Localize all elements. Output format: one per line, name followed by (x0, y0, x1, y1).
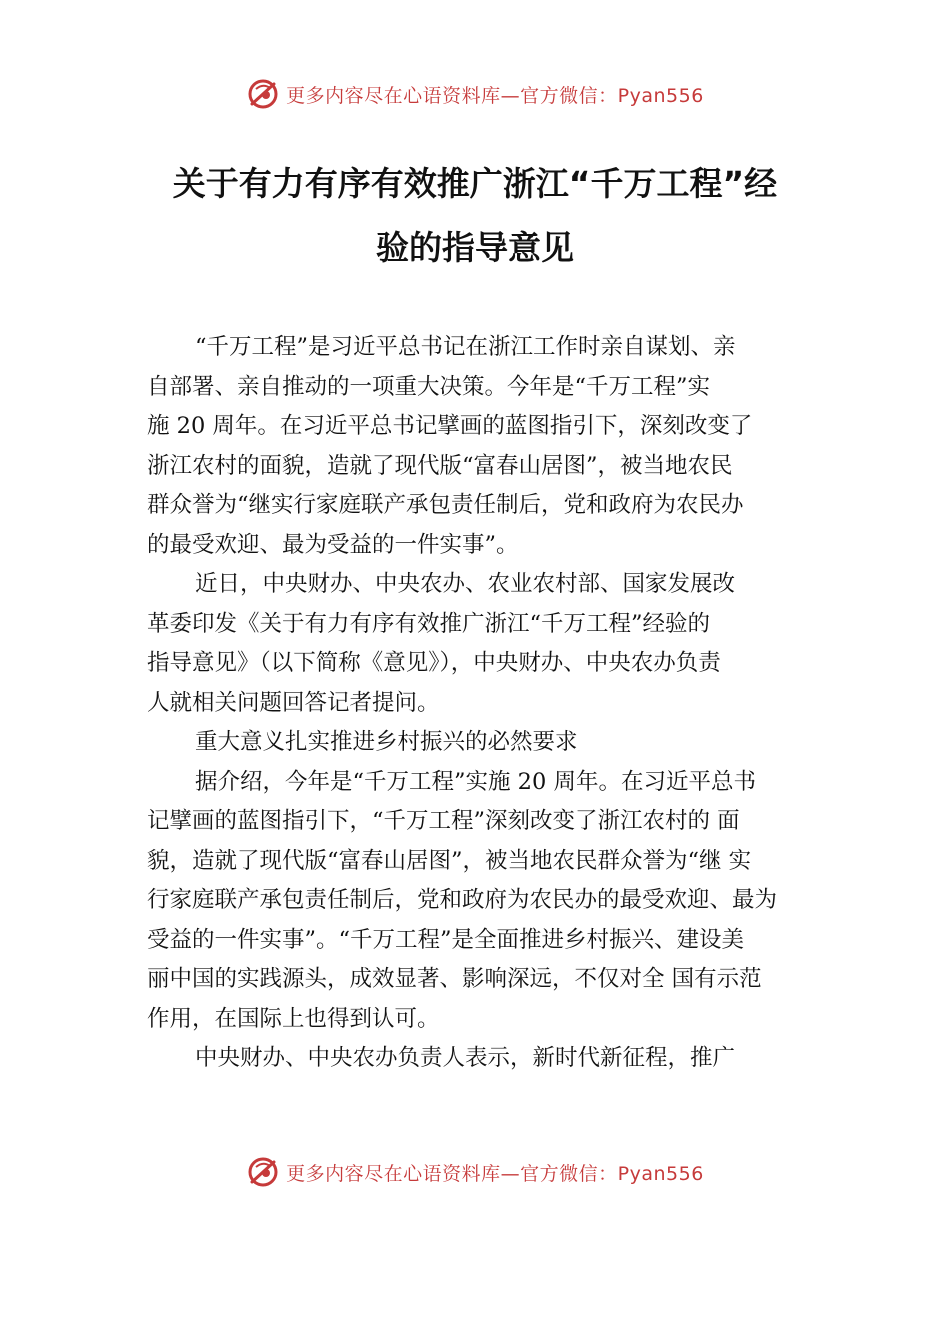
body-line: 受益的一件实事”。“千万工程”是全面推进乡村振兴、建设美 (147, 926, 745, 953)
header-watermark-banner (0, 72, 950, 116)
body-line: 施 20 周年。在习近平总书记擘画的蓝图指引下，深刻改变了 (147, 413, 753, 439)
body-line: “千万工程”是习近平总书记在浙江工作时亲自谋划、亲 (195, 334, 736, 360)
body-line: 据介绍，今年是“千万工程”实施 20 周年。在习近平总书 (195, 768, 756, 795)
document-title (120, 152, 830, 280)
section-heading: 重大意义扎实推进乡村振兴的必然要求 (195, 729, 578, 755)
body-line: 的最受欢迎、最为受益的一件实事”。 (147, 531, 519, 558)
body-line: 中央财办、中央农办负责人表示，新时代新征程，推广 (195, 1045, 736, 1071)
body-line: 行家庭联产承包责任制后，党和政府为农民办的最受欢迎、最为 (147, 887, 778, 913)
body-line: 浙江农村的面貌，造就了现代版“富春山居图”，被当地农民 (147, 452, 733, 479)
body-line: 近日，中央财办、中央农办、农业农村部、国家发展改 (195, 571, 736, 597)
brand-logo-icon (246, 77, 280, 111)
brand-logo-icon (246, 1155, 280, 1189)
document-body (147, 328, 830, 1079)
title-line: 关于有力有序有效推广浙江“千万工程”经 (172, 164, 778, 203)
banner-text: 更多内容尽在心语资料库—官方微信：Pyan556 (286, 84, 704, 107)
title-line: 验的指导意见 (376, 228, 574, 267)
body-line: 记擘画的蓝图指引下，“千万工程”深刻改变了浙江农村的 面 (147, 808, 740, 834)
footer-watermark-banner (0, 1150, 950, 1194)
body-line: 自部署、亲自推动的一项重大决策。今年是“千万工程”实 (147, 373, 711, 400)
banner-text: 更多内容尽在心语资料库—官方微信：Pyan556 (286, 1162, 704, 1185)
body-line: 人就相关问题回答记者提问。 (147, 689, 440, 716)
body-line: 革委印发《关于有力有序有效推广浙江“千万工程”经验的 (147, 610, 711, 637)
body-line: 指导意见》（以下简称《意见》），中央财办、中央农办负责 (147, 650, 721, 676)
body-line: 作用，在国际上也得到认可。 (147, 1005, 440, 1032)
body-line: 貌，造就了现代版“富春山居图”，被当地农民群众誉为“继 实 (147, 847, 752, 874)
body-line: 丽中国的实践源头，成效显著、影响深远，不仅对全 国有示范 (147, 966, 762, 992)
body-line: 群众誉为“继实行家庭联产承包责任制后，党和政府为农民办 (147, 492, 744, 518)
